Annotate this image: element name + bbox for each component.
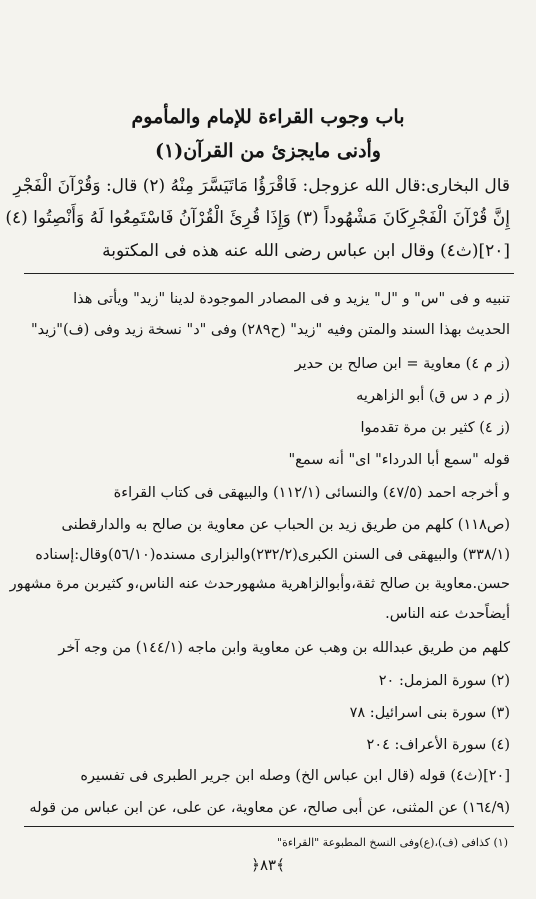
section-divider <box>24 273 514 274</box>
main-text-line: إِنَّ قُرْآنَ الْفَجْرِكَانَ مَشْهُوداً (٣) وَإِذَا قُرِئَ الْقُرْآنُ فَاسْتَمِعُوا لَهُ وَأَنْصِتُوا (٤) <box>5 208 510 228</box>
note-line: (٢) سورة المزمل: ٢٠ <box>378 673 510 689</box>
page-number: ﴿٨٣﴾ <box>251 856 285 874</box>
main-text-line: [٢٠](ث٤) وقال ابن عباس رضى الله عنه هذه فى المكتوبة <box>102 241 510 261</box>
note-line: حسن.معاوية بن صالح ثقة،وأبوالزاهرية مشهورحدث عنه الناس،و كثيربن مرة مشهور <box>9 576 510 592</box>
note-line: و أخرجه احمد (٤٧/٥) والنسائی (١١٢/١) والبيهقی فی كتاب القراءة <box>113 485 510 501</box>
note-line: [٢٠](ث٤) قوله (قال ابن عباس الخ) وصله ابن جرير الطبری فی تفسيره <box>80 768 510 784</box>
note-line: الحديث بهذا السند والمتن وفيه "زيد" (ح٢٨٩) وفی "د" نسخة زيد وفی (ف)"زيد" <box>30 322 510 338</box>
note-line: (٣) سورة بنی اسرائيل: ٧٨ <box>349 705 510 721</box>
note-line: (ص١١٨) كلهم من طريق زيد بن الحباب عن معاوية بن صالح به والدارقطنی <box>61 517 510 533</box>
chapter-title: باب وجوب القراءة للإمام والمأموم <box>131 106 405 128</box>
note-line: (١٦٤/٩) عن المثنی، عن أبی صالح، عن معاوية، عن علی، عن ابن عباس من قوله <box>29 800 510 816</box>
note-line: (٣٣٨/١) والبيهقی فی السنن الكبری(٢٣٢/٢)والبزاری مسنده(٥٦/١٠)وقال:إسناده <box>35 547 510 563</box>
main-text-line: قال البخاری:قال الله عزوجل: فَاقْرَؤُا مَاتَيَسَّرَ مِنْهُ (٢) قال: وَقُرْآنَ الْفَجْرِ <box>13 176 510 196</box>
footnote: (١) كذافی (ف)،(ع)وفی النسخ المطبوعة "القراءة" <box>277 836 508 849</box>
footnote-divider <box>24 826 514 827</box>
note-line: (ز ٤) كثير بن مرة تقدموا <box>360 420 510 436</box>
note-line: أيضاًحدث عنه الناس. <box>385 606 510 622</box>
note-line: (٤) سورة الأعراف: ٢٠٤ <box>366 737 510 753</box>
note-line: (ز م د س ق) أبو الزاهريه <box>356 388 510 404</box>
note-line: كلهم من طريق عبدالله بن وهب عن معاوية وابن ماجه (١٤٤/١) من وجه آخر <box>58 640 510 656</box>
note-line: (ز م ٤) معاوية = ابن صالح بن حدير <box>294 356 510 372</box>
note-line: تنبيه و فی "س" و "ل" يزيد و فی المصادر الموجودة لدينا "زيد" ويأتی هذا <box>73 291 510 307</box>
chapter-subtitle: وأدنى مايجزئ من القرآن(١) <box>154 140 381 162</box>
note-line: قوله "سمع أبا الدرداء" ای" أنه سمع" <box>288 452 510 468</box>
